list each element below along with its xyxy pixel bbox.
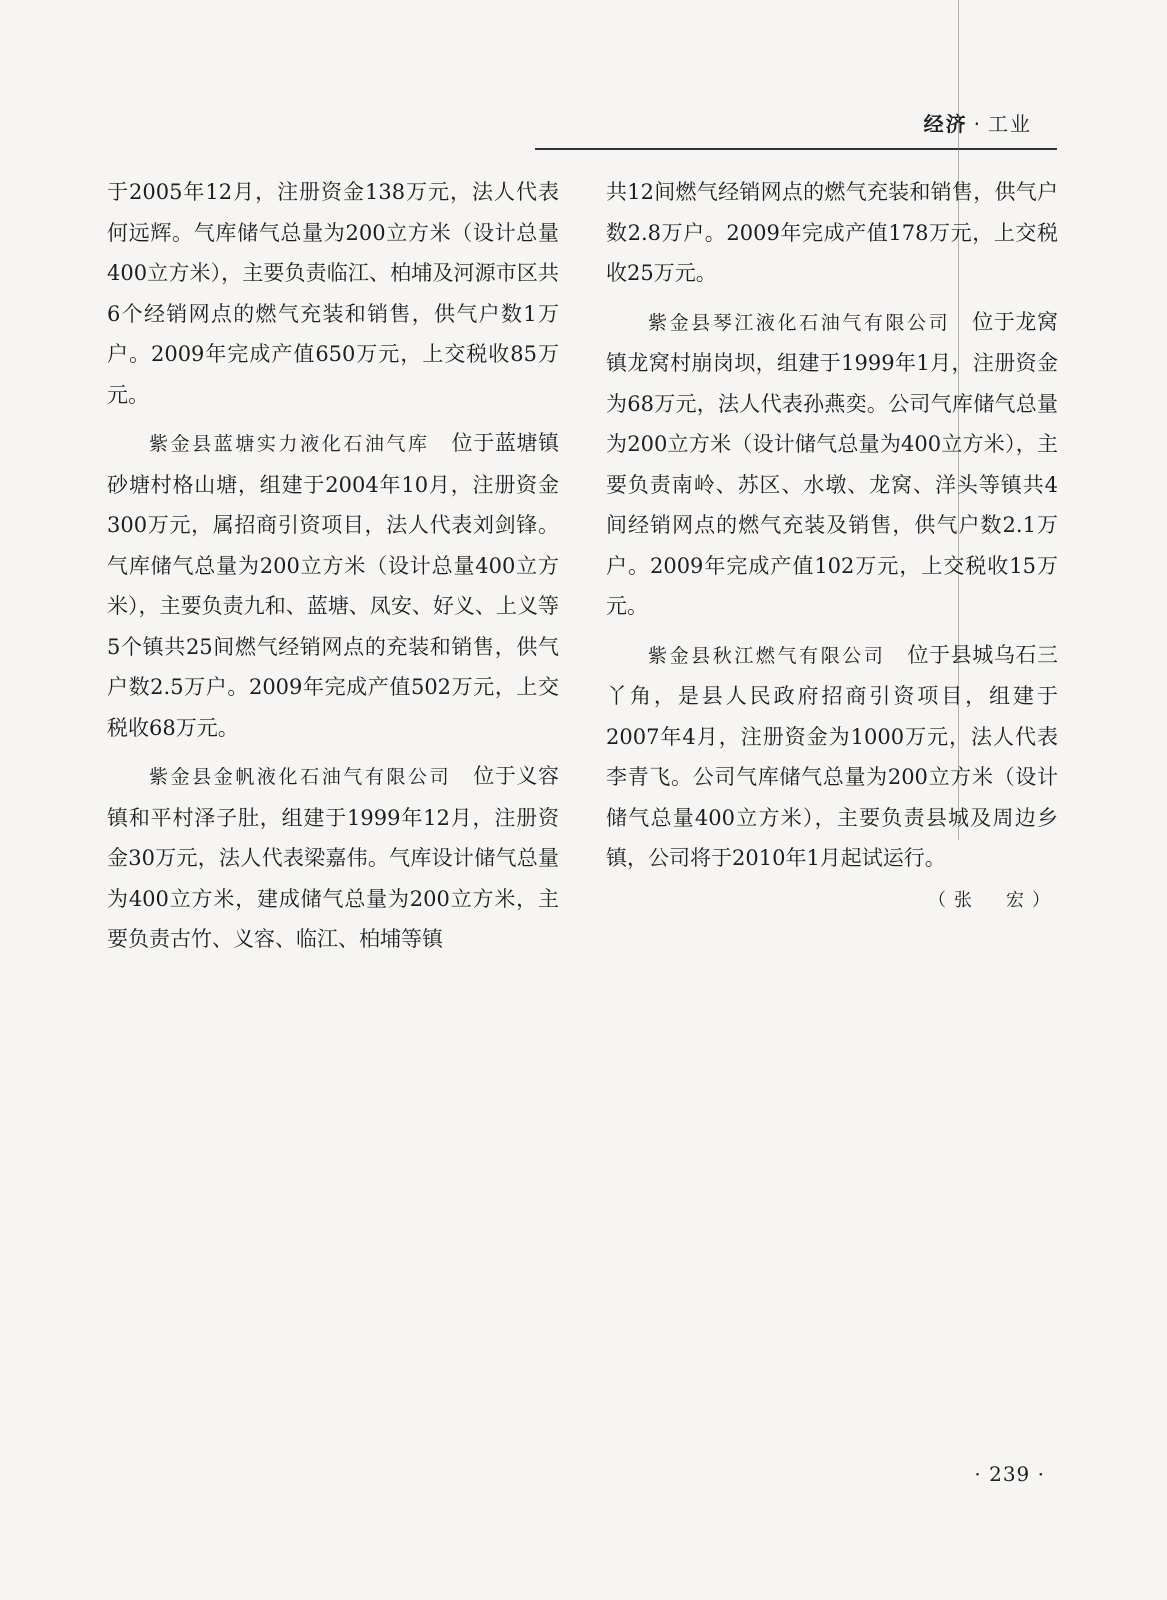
entry-body: 位于蓝塘镇砂塘村格山塘，组建于2004年10月，注册资金300万元，属招商引资项目，法人代表刘剑锋。气库储气总量为200立方米（设计总量400立方米），主要负责九和、蓝塘、凤安、好义、上义等5个镇共25间燃气经销网点的充装和销售，供气户数2.5万户。2009年完成产值502万元，上交税收68万元。 (107, 431, 559, 740)
entry-body: 位于义容镇和平村泽子肚，组建于1999年12月，注册资金30万元，法人代表梁嘉伟。气库设计储气总量为400立方米，建成储气总量为200立方米，主要负责古竹、义容、临江、柏埔等镇 (107, 764, 559, 951)
entry-qinjiang (606, 302, 1058, 627)
entry-title: 紫金县秋江燃气有限公司 (648, 644, 886, 667)
entry-jinfan (107, 756, 559, 960)
page-number: · 239 · (974, 1462, 1045, 1486)
entry-lantang (107, 423, 559, 748)
entry-title: 紫金县蓝塘实力液化石油气库 (149, 433, 430, 455)
author-credit: （张 宏） (928, 889, 1058, 911)
right-column (606, 172, 1058, 921)
header-subsection: 工业 (988, 112, 1032, 136)
entry-title: 紫金县金帆液化石油气有限公司 (149, 766, 452, 788)
header-dot: · (973, 112, 982, 136)
entry-body: 位于龙窝镇龙窝村崩岗坝，组建于1999年1月，注册资金为68万元，法人代表孙燕奕。公司气库储气总量为200立方米（设计储气总量为400立方米），主要负责南岭、苏区、水墩、龙窝、洋头等镇共4间经销网点的燃气充装及销售，供气户数2.1万户。2009年完成产值102万元，上交税收15万元。 (606, 309, 1058, 618)
running-header (924, 108, 1032, 137)
header-section: 经济 (923, 112, 968, 136)
header-rule (535, 148, 1057, 150)
entry-title: 紫金县琴江液化石油气有限公司 (648, 311, 951, 334)
continued-paragraph: 共12间燃气经销网点的燃气充装和销售，供气户数2.8万户。2009年完成产值178万元，上交税收25万元。 (606, 180, 1058, 285)
continued-paragraph: 于2005年12月，注册资金138万元，法人代表何远辉。气库储气总量为200立方米（设计总量400立方米），主要负责临江、柏埔及河源市区共6个经销网点的燃气充装和销售，供气户数1万户。2009年完成产值650万元，上交税收85万元。 (107, 180, 559, 407)
entry-body: 位于县城乌石三丫角，是县人民政府招商引资项目，组建于2007年4月，注册资金为1000万元，法人代表李青飞。公司气库储气总量为200立方米（设计储气总量400立方米），主要负责县城及周边乡镇，公司将于2010年1月起试运行。 (606, 642, 1058, 870)
left-column (107, 172, 559, 968)
entry-qiujiang (606, 635, 1058, 879)
